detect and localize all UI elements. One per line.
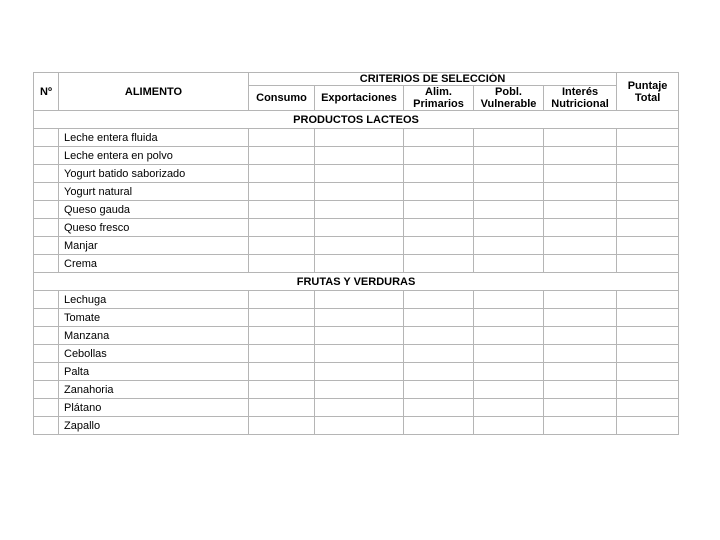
cell-criterio-score[interactable] (544, 345, 617, 363)
cell-criterio-score[interactable] (404, 255, 474, 273)
selection-criteria-table (33, 72, 679, 435)
cell-puntaje-total[interactable] (617, 363, 679, 381)
cell-criterio-score[interactable] (315, 129, 404, 147)
cell-criterio-score[interactable] (474, 363, 544, 381)
cell-criterio-score[interactable] (315, 219, 404, 237)
cell-criterio-score[interactable] (249, 237, 315, 255)
cell-alimento: Lechuga (59, 291, 249, 309)
cell-alimento: Leche entera fluida (59, 129, 249, 147)
cell-criterio-score[interactable] (315, 255, 404, 273)
cell-criterio-score[interactable] (249, 327, 315, 345)
cell-criterio-score[interactable] (404, 309, 474, 327)
cell-criterio-score[interactable] (544, 327, 617, 345)
table-row (34, 417, 679, 435)
cell-criterio-score[interactable] (249, 399, 315, 417)
cell-criterio-score[interactable] (404, 201, 474, 219)
cell-criterio-score[interactable] (315, 165, 404, 183)
cell-criterio-score[interactable] (404, 345, 474, 363)
cell-numero[interactable] (34, 327, 59, 345)
section-title: FRUTAS Y VERDURAS (34, 273, 679, 291)
cell-alimento: Palta (59, 363, 249, 381)
cell-alimento: Crema (59, 255, 249, 273)
cell-criterio-score[interactable] (404, 237, 474, 255)
cell-criterio-score[interactable] (404, 363, 474, 381)
cell-puntaje-total[interactable] (617, 165, 679, 183)
cell-numero[interactable] (34, 417, 59, 435)
cell-criterio-score[interactable] (404, 147, 474, 165)
cell-numero[interactable] (34, 147, 59, 165)
cell-criterio-score[interactable] (249, 129, 315, 147)
cell-criterio-score[interactable] (474, 183, 544, 201)
table-row (34, 129, 679, 147)
cell-puntaje-total[interactable] (617, 183, 679, 201)
cell-criterio-score[interactable] (544, 291, 617, 309)
cell-alimento: Queso gauda (59, 201, 249, 219)
cell-criterio-score[interactable] (404, 399, 474, 417)
section-title: PRODUCTOS LACTEOS (34, 111, 679, 129)
cell-numero[interactable] (34, 363, 59, 381)
cell-numero[interactable] (34, 219, 59, 237)
cell-criterio-score[interactable] (544, 309, 617, 327)
section-row (34, 111, 679, 129)
cell-criterio-score[interactable] (544, 147, 617, 165)
header-exportaciones: Exportaciones (315, 86, 404, 111)
cell-criterio-score[interactable] (474, 201, 544, 219)
cell-numero[interactable] (34, 291, 59, 309)
table-row (34, 165, 679, 183)
cell-alimento: Leche entera en polvo (59, 147, 249, 165)
cell-criterio-score[interactable] (544, 237, 617, 255)
header-alimento: ALIMENTO (59, 73, 249, 111)
cell-alimento: Tomate (59, 309, 249, 327)
header-consumo: Consumo (249, 86, 315, 111)
cell-criterio-score[interactable] (544, 183, 617, 201)
cell-criterio-score[interactable] (544, 219, 617, 237)
cell-alimento: Zanahoria (59, 381, 249, 399)
cell-puntaje-total[interactable] (617, 129, 679, 147)
cell-criterio-score[interactable] (544, 201, 617, 219)
cell-criterio-score[interactable] (315, 183, 404, 201)
table-row (34, 219, 679, 237)
cell-criterio-score[interactable] (315, 237, 404, 255)
cell-criterio-score[interactable] (249, 363, 315, 381)
cell-criterio-score[interactable] (474, 219, 544, 237)
cell-criterio-score[interactable] (404, 417, 474, 435)
cell-criterio-score[interactable] (315, 363, 404, 381)
table-row (34, 255, 679, 273)
cell-criterio-score[interactable] (544, 165, 617, 183)
cell-criterio-score[interactable] (315, 147, 404, 165)
cell-criterio-score[interactable] (249, 255, 315, 273)
cell-alimento: Yogurt natural (59, 183, 249, 201)
cell-numero[interactable] (34, 345, 59, 363)
table-row (34, 399, 679, 417)
cell-puntaje-total[interactable] (617, 399, 679, 417)
cell-criterio-score[interactable] (404, 291, 474, 309)
cell-numero[interactable] (34, 237, 59, 255)
cell-criterio-score[interactable] (249, 291, 315, 309)
cell-puntaje-total[interactable] (617, 147, 679, 165)
cell-alimento: Manjar (59, 237, 249, 255)
cell-criterio-score[interactable] (474, 165, 544, 183)
cell-criterio-score[interactable] (315, 345, 404, 363)
cell-criterio-score[interactable] (249, 381, 315, 399)
cell-criterio-score[interactable] (249, 417, 315, 435)
cell-criterio-score[interactable] (474, 147, 544, 165)
table-row (34, 201, 679, 219)
header-puntaje-total: Puntaje Total (617, 73, 679, 111)
cell-criterio-score[interactable] (404, 165, 474, 183)
header-criterios: CRITERIOS DE SELECCIÓN (249, 73, 617, 86)
cell-criterio-score[interactable] (474, 255, 544, 273)
table-row (34, 237, 679, 255)
cell-criterio-score[interactable] (544, 363, 617, 381)
cell-numero[interactable] (34, 165, 59, 183)
table-row (34, 147, 679, 165)
cell-numero[interactable] (34, 399, 59, 417)
cell-alimento: Queso fresco (59, 219, 249, 237)
cell-alimento: Plátano (59, 399, 249, 417)
table-row (34, 345, 679, 363)
cell-criterio-score[interactable] (249, 165, 315, 183)
table-header (34, 73, 679, 111)
cell-criterio-score[interactable] (544, 129, 617, 147)
cell-criterio-score[interactable] (315, 201, 404, 219)
cell-criterio-score[interactable] (404, 219, 474, 237)
cell-alimento: Cebollas (59, 345, 249, 363)
cell-puntaje-total[interactable] (617, 345, 679, 363)
cell-criterio-score[interactable] (315, 291, 404, 309)
cell-numero[interactable] (34, 381, 59, 399)
cell-puntaje-total[interactable] (617, 219, 679, 237)
cell-criterio-score[interactable] (315, 417, 404, 435)
cell-puntaje-total[interactable] (617, 309, 679, 327)
table-row (34, 381, 679, 399)
cell-criterio-score[interactable] (474, 309, 544, 327)
cell-puntaje-total[interactable] (617, 417, 679, 435)
cell-criterio-score[interactable] (249, 201, 315, 219)
cell-puntaje-total[interactable] (617, 201, 679, 219)
cell-puntaje-total[interactable] (617, 255, 679, 273)
cell-criterio-score[interactable] (404, 129, 474, 147)
cell-criterio-score[interactable] (404, 381, 474, 399)
cell-numero[interactable] (34, 183, 59, 201)
cell-criterio-score[interactable] (249, 345, 315, 363)
header-alim-primarios: Alim. Primarios (404, 86, 474, 111)
cell-criterio-score[interactable] (474, 381, 544, 399)
cell-criterio-score[interactable] (315, 327, 404, 345)
cell-numero[interactable] (34, 201, 59, 219)
header-numero: Nº (34, 73, 59, 111)
cell-criterio-score[interactable] (474, 345, 544, 363)
cell-puntaje-total[interactable] (617, 237, 679, 255)
cell-criterio-score[interactable] (249, 147, 315, 165)
cell-criterio-score[interactable] (544, 399, 617, 417)
cell-numero[interactable] (34, 255, 59, 273)
cell-criterio-score[interactable] (474, 417, 544, 435)
cell-puntaje-total[interactable] (617, 381, 679, 399)
cell-puntaje-total[interactable] (617, 327, 679, 345)
cell-criterio-score[interactable] (474, 237, 544, 255)
table-body (34, 111, 679, 435)
table-row (34, 291, 679, 309)
cell-criterio-score[interactable] (544, 255, 617, 273)
section-row (34, 273, 679, 291)
cell-criterio-score[interactable] (315, 399, 404, 417)
table-row (34, 309, 679, 327)
cell-puntaje-total[interactable] (617, 291, 679, 309)
cell-criterio-score[interactable] (249, 309, 315, 327)
header-interes-nutricional: Interés Nutricional (544, 86, 617, 111)
cell-criterio-score[interactable] (474, 291, 544, 309)
cell-criterio-score[interactable] (404, 327, 474, 345)
cell-criterio-score[interactable] (474, 327, 544, 345)
table-row (34, 327, 679, 345)
cell-criterio-score[interactable] (249, 219, 315, 237)
table-row (34, 183, 679, 201)
cell-numero[interactable] (34, 129, 59, 147)
selection-table-container (33, 72, 678, 435)
cell-alimento: Zapallo (59, 417, 249, 435)
cell-criterio-score[interactable] (315, 381, 404, 399)
cell-numero[interactable] (34, 309, 59, 327)
cell-criterio-score[interactable] (544, 417, 617, 435)
cell-criterio-score[interactable] (315, 309, 404, 327)
cell-criterio-score[interactable] (474, 399, 544, 417)
header-pobl-vulnerable: Pobl. Vulnerable (474, 86, 544, 111)
cell-criterio-score[interactable] (544, 381, 617, 399)
cell-alimento: Manzana (59, 327, 249, 345)
cell-criterio-score[interactable] (249, 183, 315, 201)
cell-alimento: Yogurt batido saborizado (59, 165, 249, 183)
cell-criterio-score[interactable] (474, 129, 544, 147)
table-row (34, 363, 679, 381)
cell-criterio-score[interactable] (404, 183, 474, 201)
